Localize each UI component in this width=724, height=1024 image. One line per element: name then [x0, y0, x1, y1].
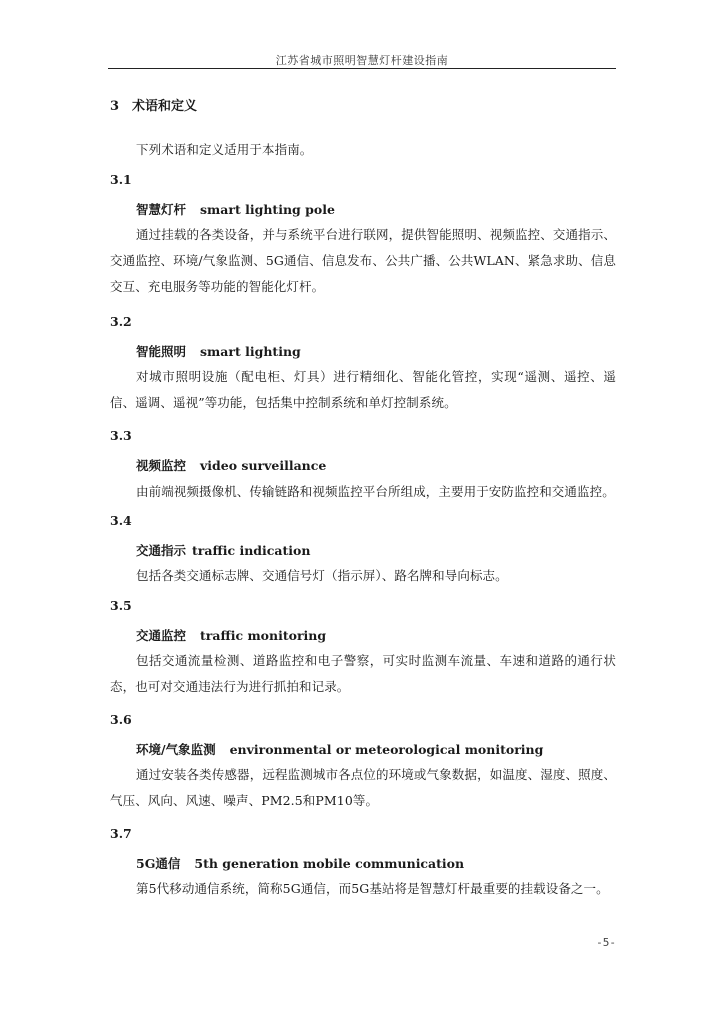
term-cn: 环境/气象监测 — [136, 742, 216, 757]
clause-number-3-4: 3.4 — [110, 513, 132, 528]
term-3-1 — [136, 200, 335, 218]
term-cn: 5G通信 — [136, 856, 181, 871]
term-3-5 — [136, 626, 326, 644]
section-heading — [110, 95, 197, 114]
term-3-4 — [136, 541, 310, 559]
term-cn: 交通指示 — [136, 543, 187, 558]
definition-3-3: 由前端视频摄像机、传输链路和视频监控平台所组成，主要用于安防监控和交通监控。 — [136, 484, 615, 499]
definition-3-1: 通过挂载的各类设备，并与系统平台进行联网，提供智能照明、视频监控、交通指示、交通监控、环境/气象监测、5G通信、信息发布、公共广播、公共WLAN、紧急求助、信息交互、充电服务等功能的智能化灯杆。 — [110, 227, 616, 294]
term-cn: 交通监控 — [136, 628, 187, 643]
clause-number-3-3: 3.3 — [110, 428, 132, 443]
definition-3-2: 对城市照明设施（配电柜、灯具）进行精细化、智能化管控，实现“遥测、遥控、遥信、遥调、遥视”等功能，包括集中控制系统和单灯控制系统。 — [110, 369, 616, 410]
term-en: traffic indication — [192, 543, 311, 558]
term-3-2 — [136, 342, 301, 360]
term-cn: 智慧灯杆 — [136, 202, 187, 217]
term-3-6 — [136, 740, 543, 758]
term-en: traffic monitoring — [200, 628, 327, 643]
term-cn: 视频监控 — [136, 458, 187, 473]
clause-number-3-6: 3.6 — [110, 712, 132, 727]
intro-paragraph: 下列术语和定义适用于本指南。 — [136, 142, 313, 157]
definition-3-5: 包括交通流量检测、道路监控和电子警察，可实时监测车流量、车速和道路的通行状态，也可对交通违法行为进行抓拍和记录。 — [110, 653, 616, 694]
clause-number-3-7: 3.7 — [110, 826, 132, 841]
definition-3-6: 通过安装各类传感器，远程监测城市各点位的环境或气象数据，如温度、湿度、照度、气压、风向、风速、噪声、PM2.5和PM10等。 — [110, 767, 616, 808]
term-en: smart lighting — [200, 344, 301, 359]
term-en: environmental or meteorological monitoring — [229, 742, 544, 757]
definition-3-4: 包括各类交通标志牌、交通信号灯（指示屏）、路名牌和导向标志。 — [136, 568, 508, 583]
clause-number-3-5: 3.5 — [110, 598, 132, 613]
section-title: 术语和定义 — [132, 99, 198, 114]
term-cn: 智能照明 — [136, 344, 187, 359]
section-number: 3 — [110, 99, 120, 114]
header-title: 江苏省城市照明智慧灯杆建设指南 — [275, 54, 449, 67]
clause-number-3-2: 3.2 — [110, 314, 132, 329]
term-3-3 — [136, 456, 326, 474]
header-rule — [108, 68, 616, 69]
term-en: 5th generation mobile communication — [194, 856, 465, 871]
term-en: smart lighting pole — [200, 202, 335, 217]
clause-number-3-1: 3.1 — [110, 172, 132, 187]
page-number: -5- — [596, 936, 616, 949]
term-3-7 — [136, 854, 464, 872]
term-en: video surveillance — [200, 458, 327, 473]
definition-3-7: 第5代移动通信系统，简称5G通信，而5G基站将是智慧灯杆最重要的挂载设备之一。 — [136, 881, 609, 896]
